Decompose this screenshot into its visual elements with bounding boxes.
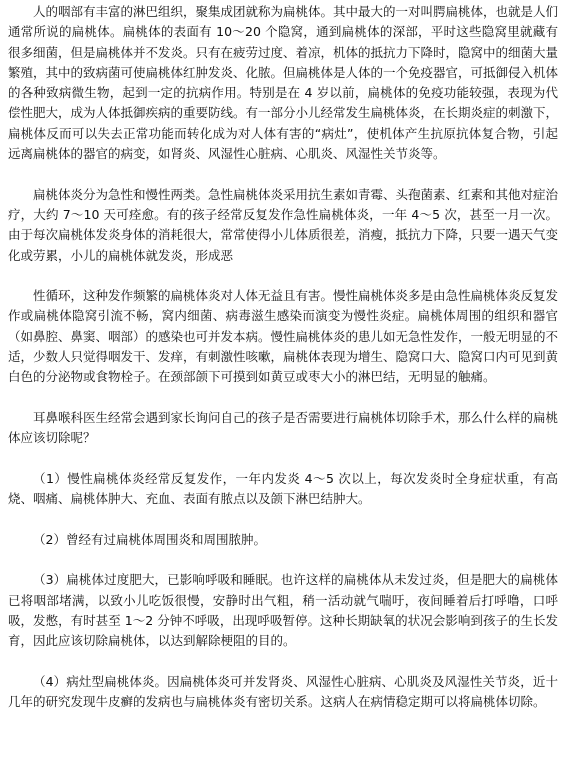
paragraph-chronic: 性循环，这种发作频繁的扁桃体炎对人体无益且有害。慢性扁桃体炎多是由急性扁桃体炎反复发作或扁桃体隐窝引流不畅，窝内细菌、病毒滋生感染而演变为慢性炎症。扁桃体周围的组织和器官（如鼻腔、鼻窦、咽部）的感染也可并发本病。慢性扁桃体炎的患儿如无急性发作，一般无明显的不适，少数人只觉得咽发干、发痒，有刺激性咳嗽，扁桃体表现为增生、隐窝口大、隐窝口内可见到黄白色的分泌物或食物栓子。在颈部颌下可摸到如黄豆或枣大小的淋巴结，无明显的触痛。 [8, 288, 559, 385]
paragraph-question: 耳鼻喉科医生经常会遇到家长询问自己的孩子是否需要进行扁桃体切除手术，那么什么样的扁桃体应该切除呢？ [8, 409, 559, 446]
list-item-4: （4）病灶型扁桃体炎。因扁桃体炎可并发肾炎、风湿性心脏病、心肌炎及风湿性关节炎，近十几年的研究发现牛皮癣的发病也与扁桃体炎有密切关系。这病人在病情稳定期可以将扁桃体切除。 [8, 673, 558, 710]
paragraph-intro: 人的咽部有丰富的淋巴组织，聚集成团就称为扁桃体。其中最大的一对叫腭扁桃体，也就是人们通常所说的扁桃体。扁桃体的表面有 10～20 个隐窝，通到扁桃体的深部，平时这些隐窝里就藏有很多细菌，但是扁桃体并不发炎。只有在疲劳过度、着凉，机体的抵抗力下降时，隐窝中的细菌大量繁殖，其中的致病菌可使扁桃体红肿发炎、化脓。但扁桃体是人体的一个免疫器官，可抵御侵入机体的各种致病微生物，起到一定的抗病作用。特别是在 4 岁以前，扁桃体的免疫功能较强，表现为代偿性肥大，成为人体抵御疾病的重要防线。有一部分小儿经常发生扁桃体炎，在长期炎症的刺激下，扁桃体反而可以失去正常功能而转化成为对人体有害的“病灶”，使机体产生抗原抗体复合物，引起远离扁桃体的器官的病变，如肾炎、风湿性心脏病、心肌炎、风湿性关节炎等。 [8, 4, 559, 162]
paragraph-spacer [8, 388, 558, 408]
paragraph-spacer [8, 652, 558, 672]
paragraph-types: 扁桃体炎分为急性和慢性两类。急性扁桃体炎采用抗生素如青霉、头孢菌素、红素和其他对症治疗，大约 7～10 天可痊愈。有的孩子经常反复发作急性扁桃体炎，一年 4～5 次，甚至一月一次。由于每次扁桃体发炎身体的消耗很大，常常使得小儿体质很差，消瘦，抵抗力下降，只要一遇天气变化或劳累，小儿的扁桃体就发炎，形成恶 [8, 186, 559, 263]
list-item-2: （2）曾经有过扁桃体周围炎和周围脓肿。 [33, 531, 266, 547]
paragraph-spacer [8, 266, 558, 286]
list-item-1: （1）慢性扁桃体炎经常反复发作，一年内发炎 4～5 次以上，每次发炎时全身症状重，有高烧、咽痛、扁桃体肿大、充血、表面有脓点以及颌下淋巴结肿大。 [8, 470, 558, 507]
paragraph-spacer [8, 509, 558, 529]
list-item-3: （3）扁桃体过度肥大，已影响呼吸和睡眠。也许这样的扁桃体从未发过炎，但是肥大的扁桃体已将咽部堵满，以致小儿吃饭很慢，安静时出气粗，稍一活动就气喘吁，夜间睡着后打呼噜，口呼吸，发憋，有时甚至 1～2 分钟不呼吸，出现呼吸暂停。这种长期缺氧的状况会影响到孩子的生长发育，因此应该切除扁桃体，以达到解除梗阻的目的。 [8, 572, 558, 649]
paragraph-spacer [8, 164, 558, 184]
paragraph-spacer [8, 449, 558, 469]
paragraph-spacer [8, 550, 558, 570]
